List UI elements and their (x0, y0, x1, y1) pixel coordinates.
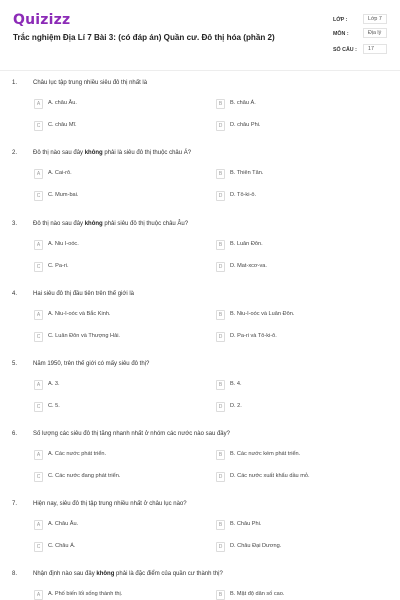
question-text-part: Nhận định nào sau đây (33, 571, 97, 577)
option-letter-box: D (216, 402, 225, 412)
option-letter-box: D (216, 332, 225, 342)
question-number: 1. (12, 80, 18, 86)
option-letter-box: C (34, 121, 43, 131)
option-letter-box: A (34, 450, 43, 460)
option-letter-box: B (216, 520, 225, 530)
option-text: B. Thiên Tân. (230, 170, 264, 176)
question-text (33, 80, 147, 86)
question-text-part: Hai siêu đô thị đầu tiên trên thế giới là (33, 291, 134, 297)
option-text: C. Mum-bai. (48, 192, 79, 198)
worksheet-header (0, 0, 400, 70)
option-letter-box: D (216, 121, 225, 131)
option-letter-box: A (34, 99, 43, 109)
option-text: A. châu Âu. (48, 100, 77, 106)
option-letter-box: A (34, 590, 43, 600)
option-letter-box: A (34, 380, 43, 390)
option-letter-box: C (34, 542, 43, 552)
question-number: 5. (12, 361, 18, 367)
option-letter-box: A (34, 240, 43, 250)
meta-value-class: Lớp 7 (363, 14, 387, 24)
option-text: D. Tô-ki-ô. (230, 192, 257, 198)
question-number: 8. (12, 571, 18, 577)
question-text-part: Hiện nay, siêu đô thị tập trung nhiều nhất ở châu lục nào? (33, 501, 187, 507)
question-text-part: Đô thị nào sau đây (33, 221, 85, 227)
option-letter-box: D (216, 191, 225, 201)
option-text: D. Mat-xcơ-va. (230, 263, 267, 269)
option-letter-box: D (216, 542, 225, 552)
question-text (33, 221, 188, 227)
option-text: D. Các nước xuất khẩu dầu mỏ. (230, 473, 310, 479)
question-text (33, 291, 134, 297)
meta-value-subject: Địa lý (363, 28, 387, 38)
option-letter-box: B (216, 380, 225, 390)
question-text-part: Số lượng các siêu đô thị tăng nhanh nhất ở nhóm các nước nào sau đây? (33, 431, 230, 437)
option-letter-box: C (34, 262, 43, 272)
option-text: A. 3. (48, 381, 60, 387)
option-text: B. Mật độ dân số cao. (230, 591, 285, 597)
question-text (33, 501, 187, 507)
option-text: C. Pa-ri. (48, 263, 69, 269)
option-text: C. 5. (48, 403, 60, 409)
option-text: C. Các nước đang phát triển. (48, 473, 121, 479)
option-text: A. Châu Âu. (48, 521, 79, 527)
question-text (33, 361, 149, 367)
question-text-part: phải là đặc điểm của quần cư thành thị? (114, 571, 223, 577)
option-letter-box: B (216, 169, 225, 179)
option-letter-box: B (216, 240, 225, 250)
option-letter-box: C (34, 332, 43, 342)
option-text: C. Luân Đôn và Thượng Hải. (48, 333, 120, 339)
option-text: C. Châu Á. (48, 543, 76, 549)
option-letter-box: D (216, 262, 225, 272)
meta-value-question-count: 17 (363, 44, 387, 54)
quizizz-logo: Quizizz (13, 12, 71, 28)
option-letter-box: A (34, 169, 43, 179)
option-letter-box: C (34, 191, 43, 201)
option-text: D. châu Phi. (230, 122, 261, 128)
question-text-part: phải là siêu đô thị thuộc châu Á? (102, 150, 192, 156)
option-text: A. Các nước phát triển. (48, 451, 107, 457)
option-text: D. Châu Đại Dương. (230, 543, 282, 549)
question-number: 3. (12, 221, 18, 227)
option-text: A. Phố biến lối sống thành thị. (48, 591, 123, 597)
question-text-emphasis: không (96, 571, 115, 577)
option-text: C. châu Mĩ. (48, 122, 77, 128)
question-text-part: Đô thị nào sau đây (33, 150, 85, 156)
question-number: 7. (12, 501, 18, 507)
option-text: B. Các nước kém phát triển. (230, 451, 301, 457)
option-letter-box: D (216, 472, 225, 482)
meta-label-question-count: SỐ CÂU : (333, 47, 357, 53)
question-number: 4. (12, 291, 18, 297)
option-text: A. Niu I-oóc. (48, 241, 79, 247)
question-text (33, 431, 230, 437)
option-letter-box: B (216, 99, 225, 109)
option-text: B. 4. (230, 381, 242, 387)
option-text: B. châu Á. (230, 100, 256, 106)
meta-label-class: LỚP : (333, 17, 348, 23)
question-text (33, 571, 223, 577)
option-text: A. Niu-I-oóc và Bắc Kinh. (48, 311, 111, 317)
question-text (33, 150, 191, 156)
option-text: B. Luân Đôn. (230, 241, 263, 247)
question-text-emphasis: không (84, 150, 103, 156)
question-text-part: Năm 1950, trên thế giới có mấy siêu đô thị? (33, 361, 150, 367)
option-letter-box: C (34, 402, 43, 412)
option-letter-box: C (34, 472, 43, 482)
option-text: B. Châu Phi. (230, 521, 262, 527)
question-number: 6. (12, 431, 18, 437)
meta-label-subject: MÔN : (333, 31, 349, 37)
option-text: D. Pa-ri và Tô-ki-ô. (230, 333, 277, 339)
option-text: D. 2. (230, 403, 242, 409)
option-letter-box: B (216, 590, 225, 600)
question-text-part: phải siêu đô thị thuộc châu Âu? (102, 221, 189, 227)
question-text-part: Châu lục tập trung nhiều siêu đô thị nhất là (33, 80, 148, 86)
option-letter-box: B (216, 310, 225, 320)
option-letter-box: B (216, 450, 225, 460)
option-text: B. Niu-I-oóc và Luân Đôn. (230, 311, 295, 317)
worksheet-title: Trắc nghiệm Địa Lí 7 Bài 3: (có đáp án) Quần cư. Đô thị hóa (phần 2) (13, 33, 275, 42)
option-text: A. Cai-rô. (48, 170, 72, 176)
option-letter-box: A (34, 310, 43, 320)
option-letter-box: A (34, 520, 43, 530)
header-divider (0, 70, 400, 71)
question-number: 2. (12, 150, 18, 156)
question-text-emphasis: không (84, 221, 103, 227)
